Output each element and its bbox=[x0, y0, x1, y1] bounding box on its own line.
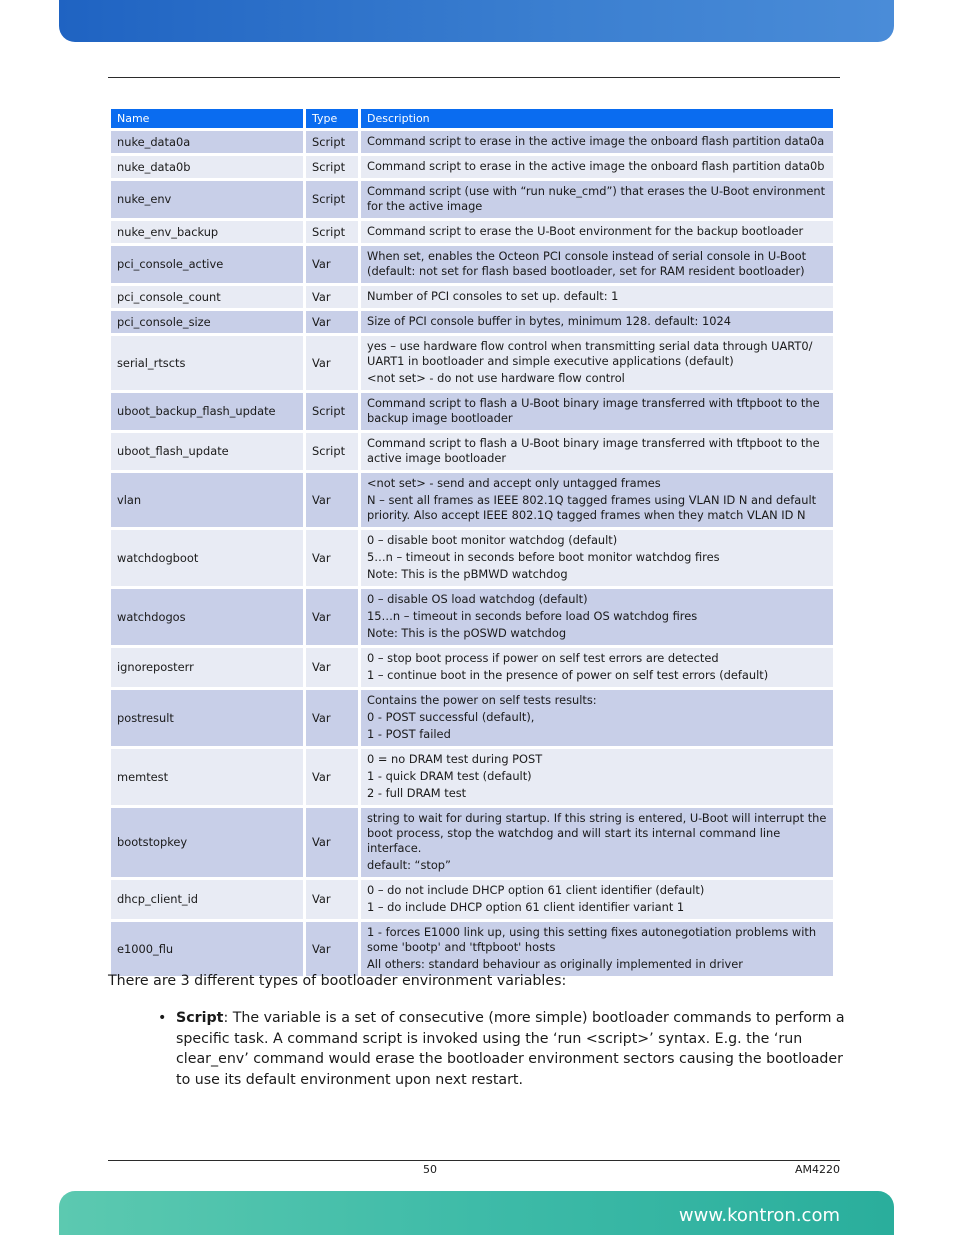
document-id: AM4220 bbox=[794, 1163, 840, 1176]
description-line: Size of PCI console buffer in bytes, minimum 128. default: 1024 bbox=[367, 314, 731, 328]
description-line: 0 – disable OS load watchdog (default) bbox=[367, 592, 588, 606]
table-body bbox=[111, 131, 833, 976]
variable-type: Var bbox=[306, 286, 358, 308]
variable-name: watchdogos bbox=[111, 589, 303, 645]
description-line: 5…n – timeout in seconds before boot monitor watchdog fires bbox=[367, 550, 720, 564]
description-line: 2 - full DRAM test bbox=[367, 786, 467, 800]
bullet-script bbox=[158, 1008, 848, 1090]
variable-name: uboot_flash_update bbox=[111, 433, 303, 470]
description-line: <not set> - do not use hardware flow control bbox=[367, 371, 625, 385]
description-line: default: “stop” bbox=[367, 858, 451, 872]
variable-type: Script bbox=[306, 156, 358, 178]
variable-description bbox=[361, 690, 833, 746]
variable-description bbox=[361, 131, 833, 153]
description-line: 15…n – timeout in seconds before load OS watchdog fires bbox=[367, 609, 698, 623]
description-line: 1 - quick DRAM test (default) bbox=[367, 769, 532, 783]
variable-description bbox=[361, 530, 833, 586]
bullet-description: : The variable is a set of consecutive (more simple) bootloader commands to perform a specific task. A command script is invoked using the ‘run <script>’ syntax. E.g. the ‘run clear_env’ command would erase the bootloader environment sectors causing the bootloader to use its default environment upon next restart. bbox=[176, 1010, 845, 1088]
description-line: When set, enables the Octeon PCI console instead of serial console in U-Boot (default: not set for flash based bootloader, set for RAM resident bootloader) bbox=[367, 249, 807, 278]
variable-name: memtest bbox=[111, 749, 303, 805]
variable-type: Var bbox=[306, 589, 358, 645]
header-type: Type bbox=[306, 109, 358, 128]
description-line: Command script (use with “run nuke_cmd”) that erases the U-Boot environment for the active image bbox=[367, 184, 826, 213]
description-line: 0 – disable boot monitor watchdog (default) bbox=[367, 533, 618, 547]
top-banner bbox=[59, 0, 894, 42]
variable-description bbox=[361, 433, 833, 470]
variable-name: bootstopkey bbox=[111, 808, 303, 877]
variable-description bbox=[361, 393, 833, 430]
description-line: yes – use hardware flow control when transmitting serial data through UART0/ UART1 in bootloader and simple executive applications (default) bbox=[367, 339, 813, 368]
variable-description bbox=[361, 880, 833, 919]
description-line: N – sent all frames as IEEE 802.1Q tagged frames using VLAN ID N and default priority. Also accept IEEE 802.1Q tagged frames when they match VLAN ID N bbox=[367, 493, 817, 522]
variable-type: Var bbox=[306, 336, 358, 390]
description-line: Note: This is the pBMWD watchdog bbox=[367, 567, 568, 581]
variable-name: nuke_env_backup bbox=[111, 221, 303, 243]
table-row bbox=[111, 589, 833, 645]
description-line: 0 - POST successful (default), bbox=[367, 710, 535, 724]
description-line: Command script to erase in the active image the onboard flash partition data0b bbox=[367, 159, 825, 173]
variable-name: pci_console_count bbox=[111, 286, 303, 308]
footer-rule bbox=[108, 1160, 840, 1161]
description-line: 0 = no DRAM test during POST bbox=[367, 752, 543, 766]
bullet-term: Script bbox=[176, 1010, 224, 1026]
description-line: 1 – do include DHCP option 61 client identifier variant 1 bbox=[367, 900, 685, 914]
table-row bbox=[111, 221, 833, 243]
variable-name: uboot_backup_flash_update bbox=[111, 393, 303, 430]
bullet-dot: • bbox=[158, 1010, 167, 1026]
variable-type: Var bbox=[306, 648, 358, 687]
table-row bbox=[111, 433, 833, 470]
description-line: string to wait for during startup. If this string is entered, U-Boot will interrupt the boot process, stop the watchdog and will start its internal command line interface. bbox=[367, 811, 827, 855]
variable-type: Script bbox=[306, 131, 358, 153]
types-intro: There are 3 different types of bootloader environment variables: bbox=[108, 973, 567, 989]
variable-type: Script bbox=[306, 393, 358, 430]
description-line: 0 – stop boot process if power on self test errors are detected bbox=[367, 651, 719, 665]
variable-type: Script bbox=[306, 181, 358, 218]
bullet-text bbox=[176, 1008, 848, 1090]
description-line: Command script to erase the U-Boot environment for the backup bootloader bbox=[367, 224, 804, 238]
variable-name: nuke_data0b bbox=[111, 156, 303, 178]
variable-description bbox=[361, 181, 833, 218]
variable-description bbox=[361, 246, 833, 283]
variable-name: serial_rtscts bbox=[111, 336, 303, 390]
variable-description bbox=[361, 286, 833, 308]
description-line: <not set> - send and accept only untagged frames bbox=[367, 476, 661, 490]
variable-name: nuke_data0a bbox=[111, 131, 303, 153]
table-header-row bbox=[111, 109, 833, 128]
variable-name: watchdogboot bbox=[111, 530, 303, 586]
table-row bbox=[111, 393, 833, 430]
description-line: Contains the power on self tests results: bbox=[367, 693, 597, 707]
description-line: 1 - POST failed bbox=[367, 727, 451, 741]
table-row bbox=[111, 473, 833, 527]
description-line: Command script to flash a U-Boot binary image transferred with tftpboot to the backup image bootloader bbox=[367, 396, 820, 425]
description-line: 1 - forces E1000 link up, using this setting fixes autonegotiation problems with some 'bootp' and 'tftpboot' hosts bbox=[367, 925, 817, 954]
description-line: Command script to flash a U-Boot binary image transferred with tftpboot to the active image bootloader bbox=[367, 436, 820, 465]
bottom-banner bbox=[59, 1191, 894, 1235]
header-description: Description bbox=[361, 109, 833, 128]
variable-type: Var bbox=[306, 473, 358, 527]
variable-name: e1000_flu bbox=[111, 922, 303, 976]
table-row bbox=[111, 808, 833, 877]
table-row bbox=[111, 336, 833, 390]
header-name: Name bbox=[111, 109, 303, 128]
variable-type: Script bbox=[306, 221, 358, 243]
description-line: 0 – do not include DHCP option 61 client identifier (default) bbox=[367, 883, 705, 897]
description-line: Command script to erase in the active image the onboard flash partition data0a bbox=[367, 134, 825, 148]
table-row bbox=[111, 156, 833, 178]
table-row bbox=[111, 131, 833, 153]
table-row bbox=[111, 311, 833, 333]
table-row bbox=[111, 530, 833, 586]
variable-type: Var bbox=[306, 690, 358, 746]
table-row bbox=[111, 286, 833, 308]
website-link[interactable]: www.kontron.com bbox=[678, 1205, 840, 1226]
description-line: Number of PCI consoles to set up. default: 1 bbox=[367, 289, 619, 303]
table-row bbox=[111, 922, 833, 976]
variable-name: pci_console_active bbox=[111, 246, 303, 283]
variable-name: vlan bbox=[111, 473, 303, 527]
environment-variables-table bbox=[108, 106, 836, 979]
variable-type: Var bbox=[306, 880, 358, 919]
variable-description bbox=[361, 156, 833, 178]
variable-name: postresult bbox=[111, 690, 303, 746]
variable-type: Var bbox=[306, 530, 358, 586]
variable-type: Var bbox=[306, 808, 358, 877]
variable-description bbox=[361, 221, 833, 243]
table-row bbox=[111, 246, 833, 283]
variable-name: pci_console_size bbox=[111, 311, 303, 333]
variable-name: ignoreposterr bbox=[111, 648, 303, 687]
variable-description bbox=[361, 336, 833, 390]
variable-description bbox=[361, 808, 833, 877]
table-row bbox=[111, 749, 833, 805]
description-line: 1 – continue boot in the presence of power on self test errors (default) bbox=[367, 668, 769, 682]
variable-description bbox=[361, 473, 833, 527]
variable-name: nuke_env bbox=[111, 181, 303, 218]
table-row bbox=[111, 880, 833, 919]
description-line: Note: This is the pOSWD watchdog bbox=[367, 626, 567, 640]
variable-type: Var bbox=[306, 749, 358, 805]
variable-description bbox=[361, 749, 833, 805]
variable-description bbox=[361, 589, 833, 645]
variable-name: dhcp_client_id bbox=[111, 880, 303, 919]
header-rule bbox=[108, 77, 840, 78]
variable-type: Var bbox=[306, 311, 358, 333]
page-number: 50 bbox=[423, 1163, 437, 1176]
description-line: All others: standard behaviour as originally implemented in driver bbox=[367, 957, 743, 971]
table-row bbox=[111, 181, 833, 218]
variable-type: Var bbox=[306, 922, 358, 976]
table-row bbox=[111, 690, 833, 746]
variable-type: Script bbox=[306, 433, 358, 470]
table-row bbox=[111, 648, 833, 687]
variable-type: Var bbox=[306, 246, 358, 283]
variable-description bbox=[361, 922, 833, 976]
variable-description bbox=[361, 311, 833, 333]
variable-description bbox=[361, 648, 833, 687]
